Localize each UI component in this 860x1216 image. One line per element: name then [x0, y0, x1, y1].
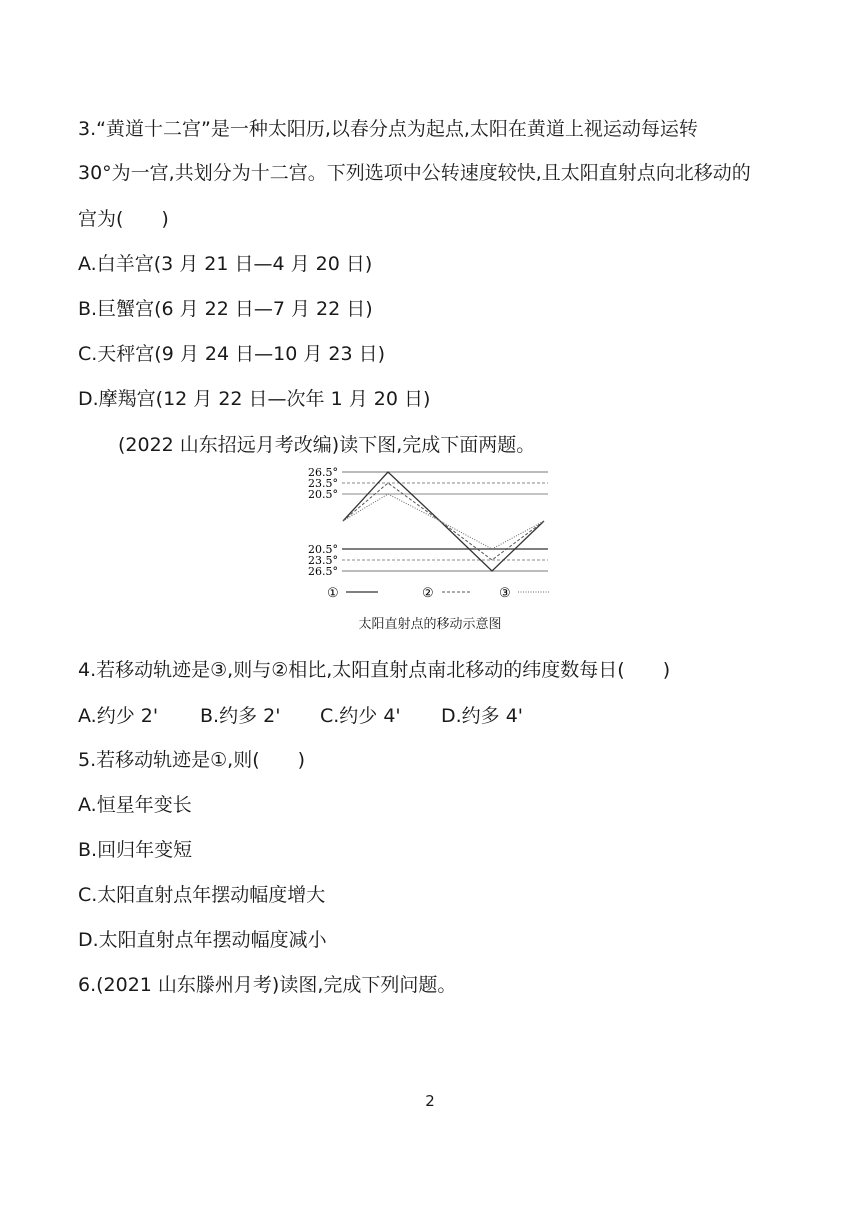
track-1	[343, 472, 544, 571]
q4-stem: 4.若移动轨迹是③,则与②相比,太阳直射点南北移动的纬度数每日( )	[78, 659, 671, 681]
legend-2-label: ②	[422, 586, 434, 601]
q3-option-c: C.天秤宫(9 月 24 日—10 月 23 日)	[78, 343, 385, 365]
label-s26: 26.5°	[308, 565, 338, 578]
q5-option-c: C.太阳直射点年摆动幅度增大	[78, 884, 326, 906]
label-n26: 26.5°	[308, 466, 338, 479]
q3-line1: 3.“黄道十二宫”是一种太阳历,以春分点为起点,太阳在黄道上视运动每运转	[78, 118, 698, 140]
q3-option-a: A.白羊宫(3 月 21 日—4 月 20 日)	[78, 253, 373, 275]
figure-caption: 太阳直射点的移动示意图	[358, 617, 502, 632]
q5-option-d: D.太阳直射点年摆动幅度减小	[78, 929, 327, 951]
page-number: 2	[425, 1092, 435, 1110]
q3-line3: 宫为( )	[78, 208, 169, 230]
label-s23: 23.5°	[308, 554, 338, 567]
legend-3-label: ③	[499, 586, 511, 601]
q5-stem: 5.若移动轨迹是①,则( )	[78, 749, 306, 771]
q4-option-a: A.约少 2'	[78, 705, 159, 727]
q3-option-d: D.摩羯宫(12 月 22 日—次年 1 月 20 日)	[78, 388, 431, 410]
q4-option-d: D.约多 4'	[441, 705, 524, 727]
q4-option-b: B.约多 2'	[200, 705, 281, 727]
intro-text: (2022 山东招远月考改编)读下图,完成下面两题。	[118, 434, 536, 456]
q5-option-b: B.回归年变短	[78, 839, 193, 861]
q3-option-b: B.巨蟹宫(6 月 22 日—7 月 22 日)	[78, 298, 373, 320]
q5-option-a: A.恒星年变长	[78, 794, 192, 816]
label-s20: 20.5°	[308, 543, 338, 556]
q4-option-c: C.约少 4'	[320, 705, 401, 727]
q4-options	[78, 703, 523, 729]
label-n23: 23.5°	[308, 477, 338, 490]
track-3	[343, 494, 544, 549]
q3-line2: 30°为一宫,共划分为十二宫。下列选项中公转速度较快,且太阳直射点向北移动的	[78, 162, 751, 184]
label-n20: 20.5°	[308, 488, 338, 501]
sun-movement-diagram	[300, 462, 560, 607]
legend-1-label: ①	[327, 586, 339, 601]
q6-stem: 6.(2021 山东滕州月考)读图,完成下列问题。	[78, 974, 457, 996]
